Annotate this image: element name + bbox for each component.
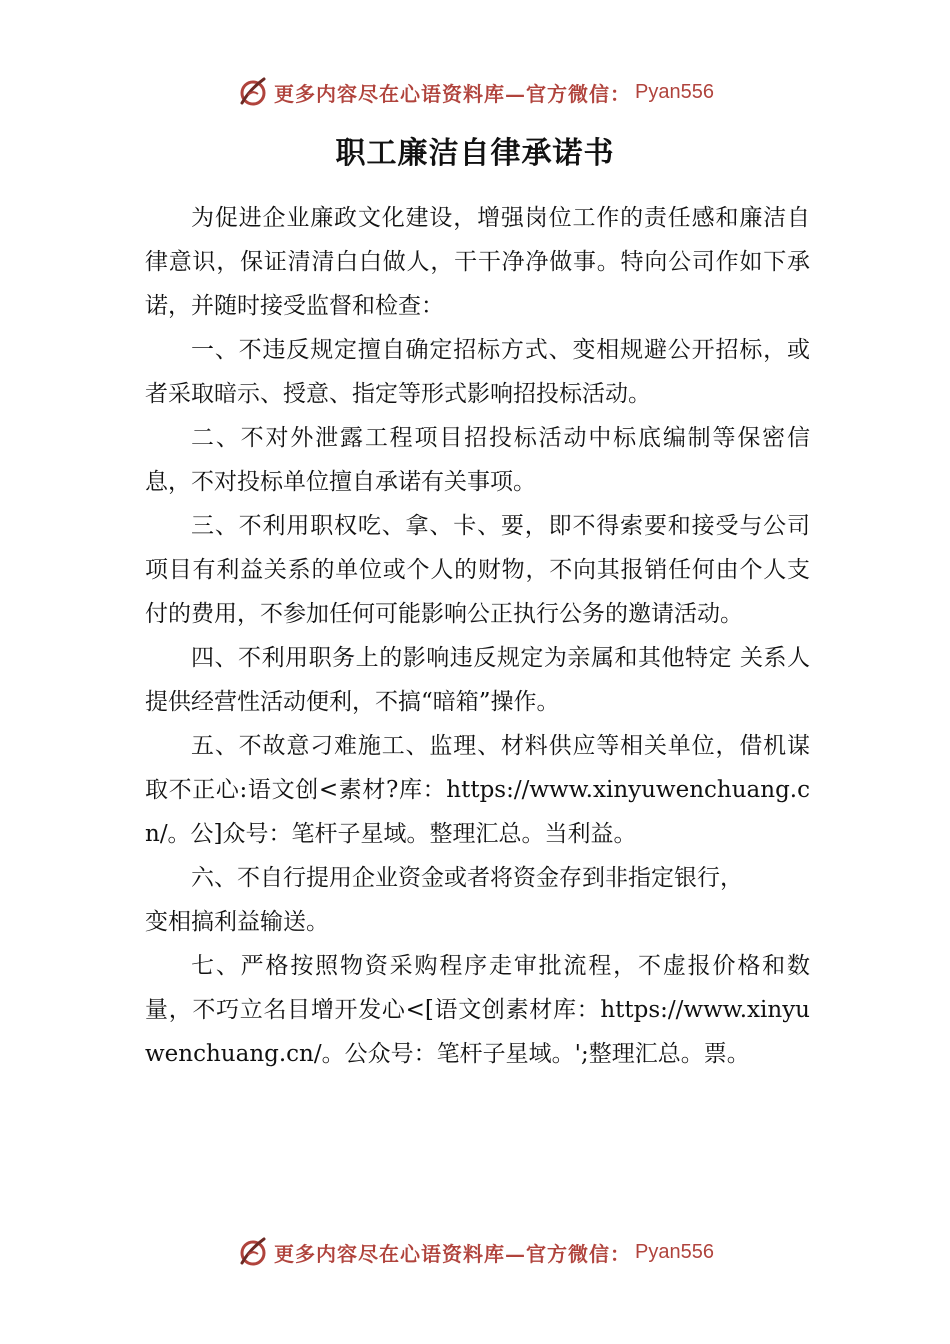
commitment-item-3: 三、不利用职权吃、拿、卡、要，即不得索要和接受与公司项目有利益关系的单位或个人的财物，不向其报销任何由个人支付的费用，不参加任何可能影响公正执行公务的邀请活动。: [145, 513, 810, 627]
intro-paragraph: 为促进企业廉政文化建设，增强岗位工作的责任感和廉洁自律意识，保证清清白白做人，干干净净做事。特向公司作如下承诺，并随时接受监督和检查：: [145, 205, 810, 319]
commitment-item-7: 七、严格按照物资采购程序走审批流程，不虚报价格和数量，不巧立名目增开发心<[语文创素材库：https://www.xinyuwenchuang.cn/。公众号：笔杆子星域。';整理汇总。票。: [145, 953, 810, 1067]
commitment-item-1: 一、不违反规定擅自确定招标方式、变相规避公开招标，或者采取暗示、授意、指定等形式影响招投标活动。: [145, 337, 810, 407]
document-title: 职工廉洁自律承诺书: [335, 136, 615, 171]
banner-wechat-id: Pyan556: [635, 1240, 714, 1263]
brush-logo-icon: [236, 1235, 270, 1269]
commitment-item-2: 二、不对外泄露工程项目招投标活动中标底编制等保密信息，不对投标单位擅自承诺有关事项。: [145, 425, 810, 495]
banner-wechat-id: Pyan556: [635, 80, 714, 103]
header-watermark-banner: [0, 72, 950, 112]
commitment-item-5: 五、不故意刁难施工、监理、材料供应等相关单位，借机谋取不正心:语文创<素材?库：https://www.xinyuwenchuang.cn/。公]众号：笔杆子星域。整理汇总。当利益。: [145, 733, 810, 847]
commitment-item-6: 六、不自行提用企业资金或者将资金存到非指定银行，: [191, 865, 743, 891]
footer-watermark-banner: [0, 1232, 950, 1272]
banner-text: 更多内容尽在心语资料库—官方微信：: [274, 81, 632, 106]
document-body: [145, 196, 810, 1076]
commitment-item-6-continued: 变相搞利益输送。: [145, 909, 329, 935]
banner-text: 更多内容尽在心语资料库—官方微信：: [274, 1241, 632, 1266]
commitment-item-4: 四、不利用职务上的影响违反规定为亲属和其他特定 关系人提供经营性活动便利，不搞“暗箱”操作。: [145, 645, 810, 715]
brush-logo-icon: [236, 75, 270, 109]
